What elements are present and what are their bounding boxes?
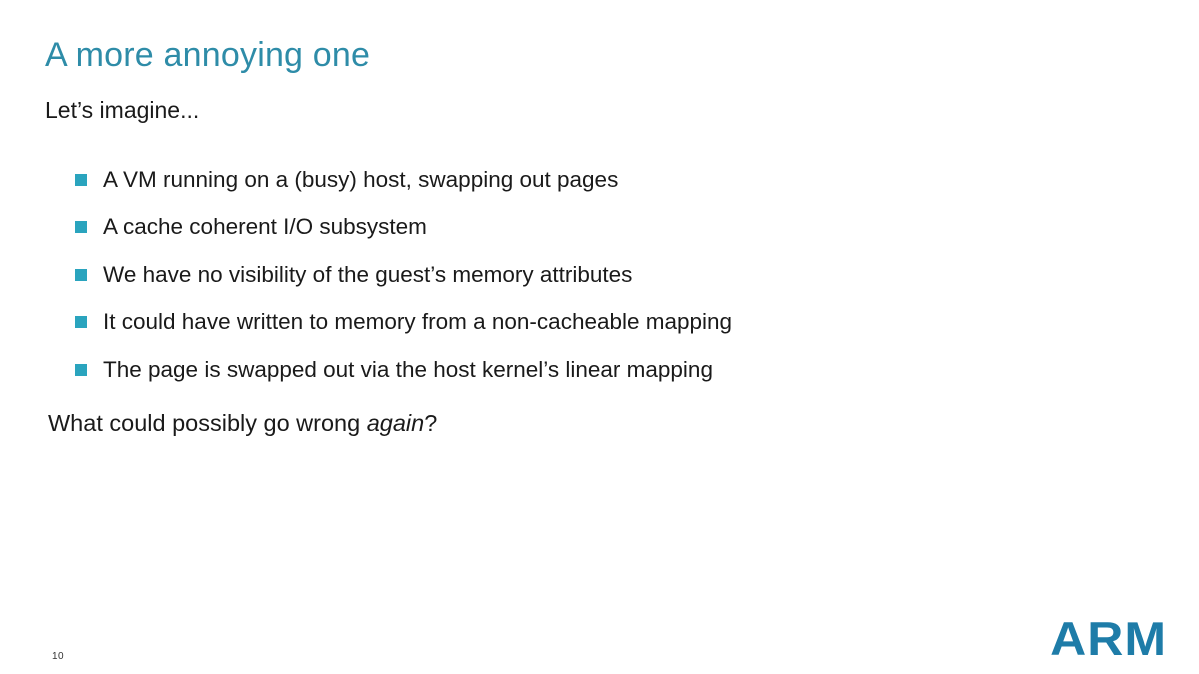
- page-number: 10: [52, 651, 65, 662]
- square-bullet-icon: [75, 221, 87, 233]
- bullet-text: A cache coherent I/O subsystem: [103, 214, 427, 240]
- bullet-text: The page is swapped out via the host kernel’s linear mapping: [103, 356, 713, 382]
- list-item: [75, 346, 1075, 394]
- closing-prefix: What could possibly go wrong: [48, 410, 367, 436]
- intro-text: Let’s imagine...: [45, 97, 200, 123]
- square-bullet-icon: [75, 174, 87, 186]
- slide-title: A more annoying one: [45, 36, 371, 74]
- bullet-text: A VM running on a (busy) host, swapping out pages: [103, 166, 619, 192]
- arm-logo: ARM: [1050, 612, 1167, 666]
- list-item: [75, 156, 1075, 204]
- bullet-text: We have no visibility of the guest’s memory attributes: [103, 261, 633, 287]
- closing-emphasis: again: [366, 410, 425, 436]
- list-item: [75, 299, 1075, 347]
- square-bullet-icon: [75, 269, 87, 281]
- list-item: [75, 204, 1075, 252]
- square-bullet-icon: [75, 364, 87, 376]
- bullet-text: It could have written to memory from a non-cacheable mapping: [103, 309, 733, 335]
- closing-question: [48, 410, 437, 437]
- bullet-list: [75, 156, 1075, 394]
- list-item: [75, 251, 1075, 299]
- square-bullet-icon: [75, 316, 87, 328]
- closing-suffix: ?: [424, 410, 438, 436]
